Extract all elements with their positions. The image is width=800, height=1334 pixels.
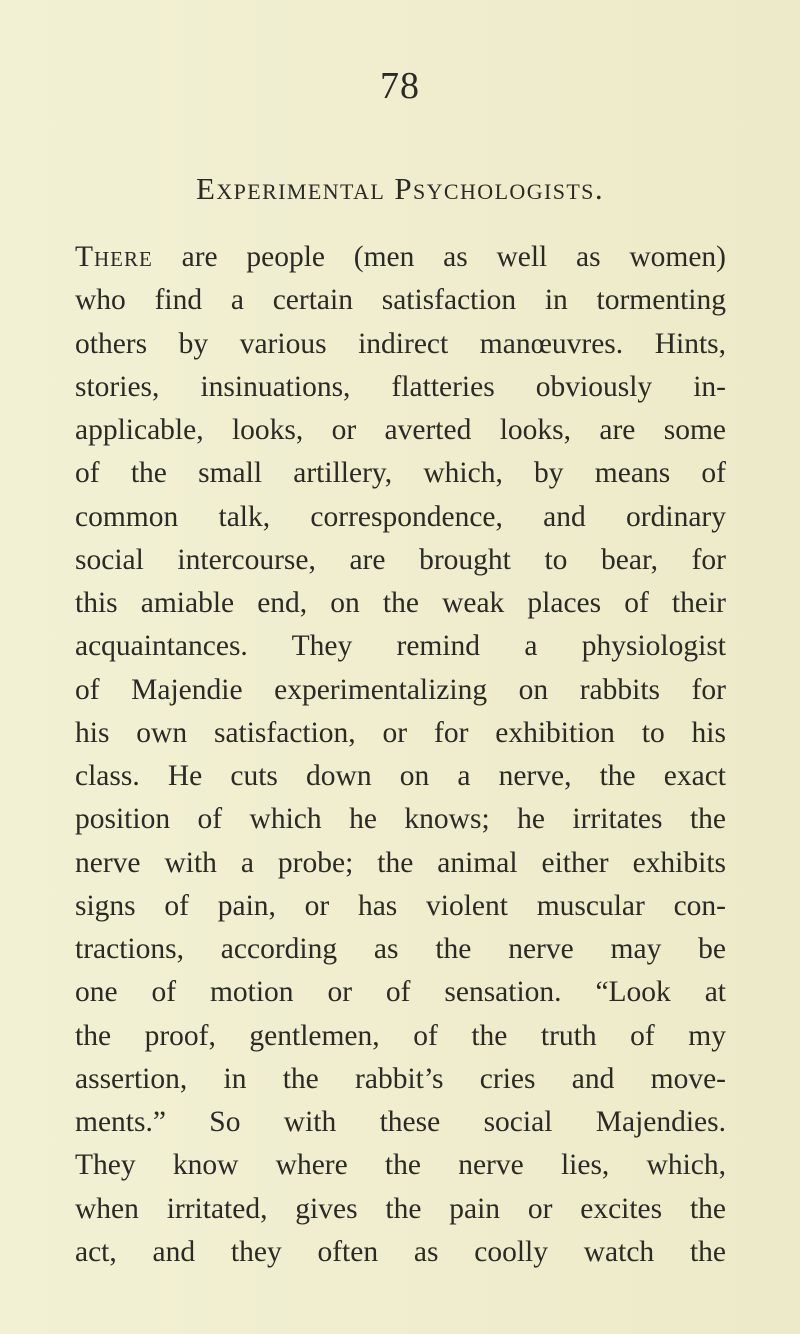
text-line: position of which he knows; he irritates the xyxy=(75,803,726,836)
text-line: one of motion or of sensation. “Look at xyxy=(75,976,726,1009)
text-line: act, and they often as coolly watch the xyxy=(75,1235,726,1268)
opening-word: There xyxy=(75,241,153,273)
text-line: of Majendie experimentalizing on rabbits for xyxy=(75,673,726,706)
text-line: assertion, in the rabbit’s cries and move- xyxy=(75,1062,726,1095)
text-line: others by various indirect manœuvres. Hints, xyxy=(75,327,726,360)
section-heading: Experimental Psychologists. xyxy=(196,171,604,206)
text-line: of the small artillery, which, by means of xyxy=(75,457,726,490)
body-text xyxy=(75,236,726,1274)
page-number: 78 xyxy=(380,65,420,107)
text-line: ments.” So with these social Majendies. xyxy=(75,1106,726,1138)
text-line: stories, insinuations, flatteries obviously in- xyxy=(75,370,726,403)
text-line: his own satisfaction, or for exhibition to his xyxy=(75,716,726,749)
text-line: social intercourse, are brought to bear, for xyxy=(75,543,726,576)
text-line: common talk, correspondence, and ordinary xyxy=(75,500,726,533)
text-line: acquaintances. They remind a physiologist xyxy=(75,630,726,663)
text-line: nerve with a probe; the animal either exhibits xyxy=(75,846,726,879)
text-line xyxy=(75,236,726,279)
text-line: this amiable end, on the weak places of their xyxy=(75,587,726,619)
text-line: tractions, according as the nerve may be xyxy=(75,933,726,965)
opening-line-text: are people (men as well as women) xyxy=(152,241,726,273)
text-line: when irritated, gives the pain or excites the xyxy=(75,1192,726,1225)
text-line: class. He cuts down on a nerve, the exact xyxy=(75,760,726,792)
text-line: the proof, gentlemen, of the truth of my xyxy=(75,1019,726,1052)
text-line: applicable, looks, or averted looks, are some xyxy=(75,414,726,446)
text-line: who find a certain satisfaction in tormenting xyxy=(75,284,726,317)
text-line: signs of pain, or has violent muscular con- xyxy=(75,889,726,922)
text-line: They know where the nerve lies, which, xyxy=(75,1149,726,1182)
